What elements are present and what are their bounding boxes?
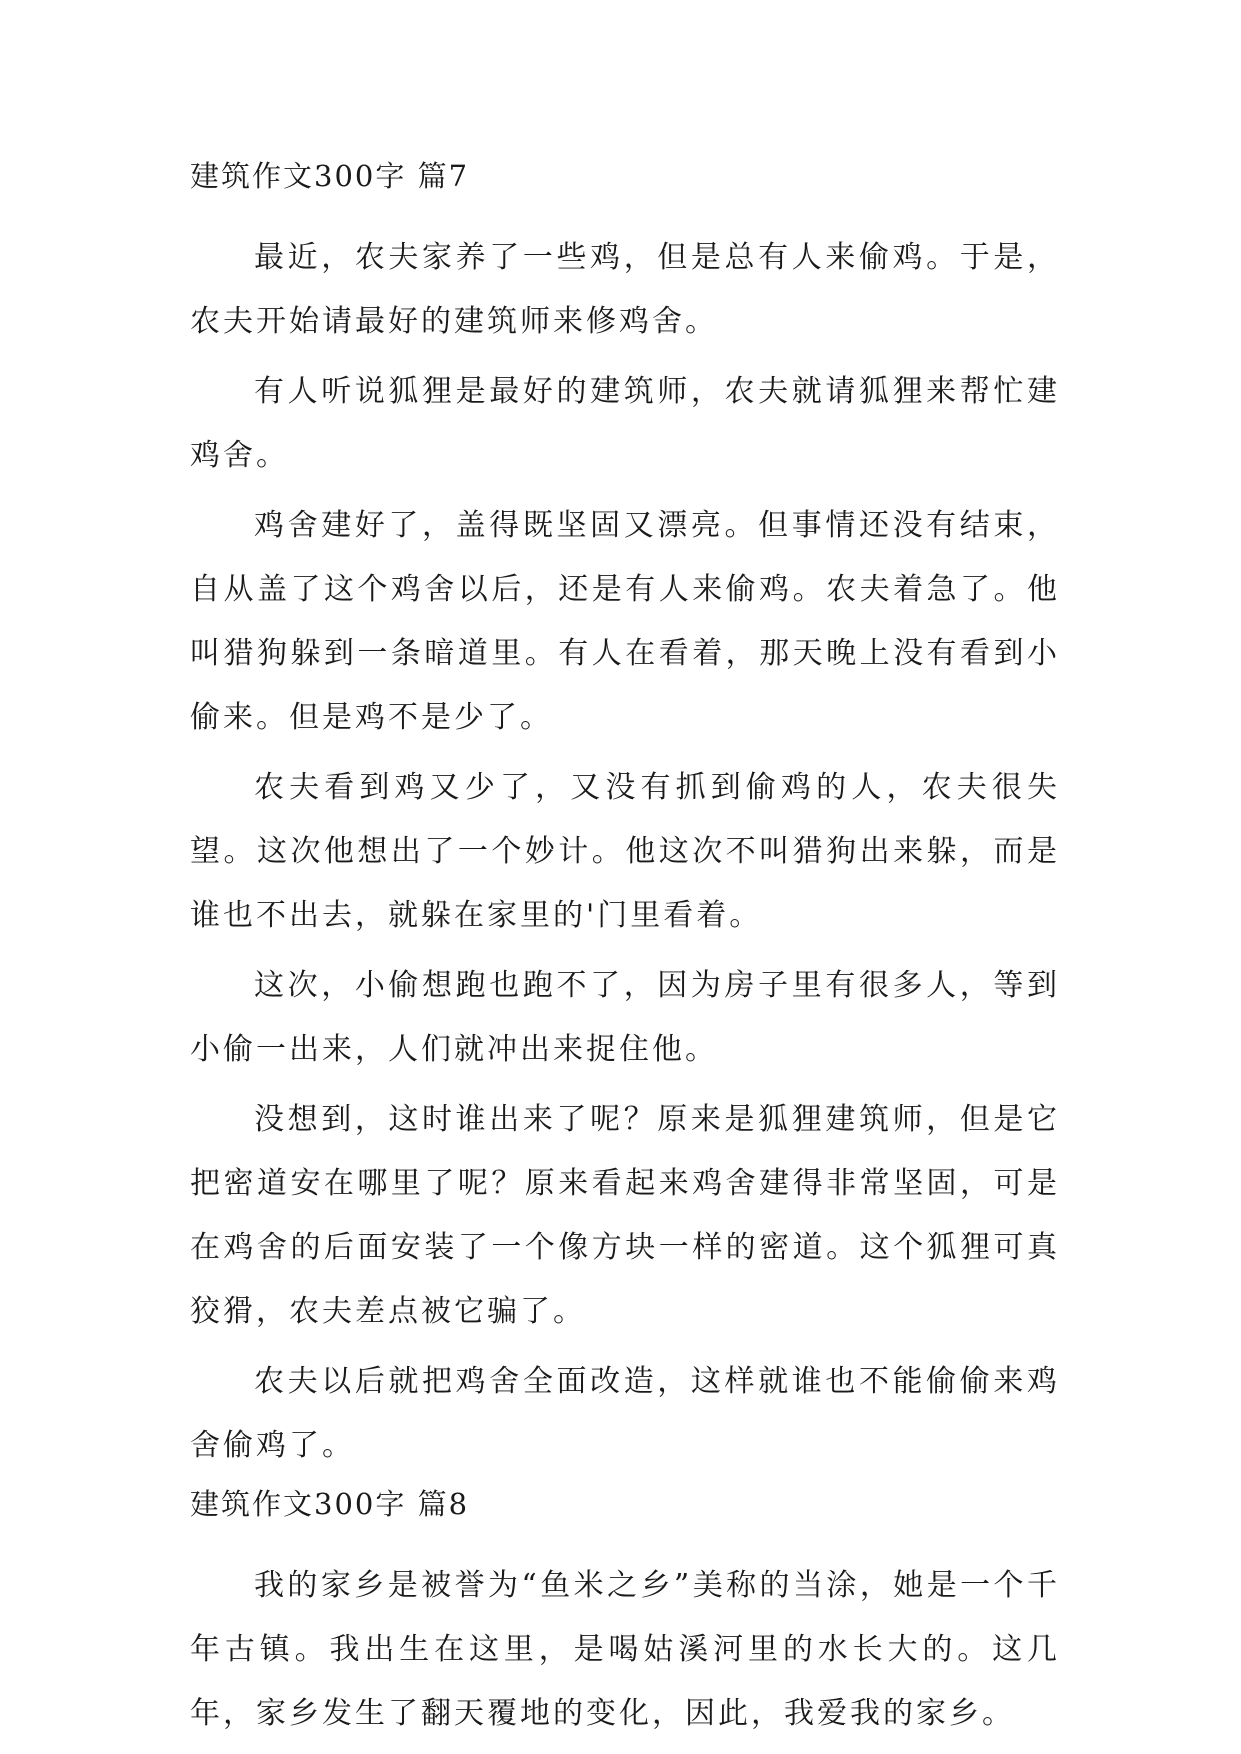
- paragraph: 农夫看到鸡又少了，又没有抓到偷鸡的人，农夫很失望。这次他想出了一个妙计。他这次不叫猎狗出来躲，而是谁也不出去，就躲在家里的'门里看着。: [190, 770, 1060, 933]
- paragraph: 鸡舍建好了，盖得既坚固又漂亮。但事情还没有结束，自从盖了这个鸡舍以后，还是有人来偷鸡。农夫着急了。他叫猎狗躲到一条暗道里。有人在看着，那天晚上没有看到小偷来。但是鸡不是少了。: [190, 508, 1060, 735]
- paragraph: 最近，农夫家养了一些鸡，但是总有人来偷鸡。于是，农夫开始请最好的建筑师来修鸡舍。: [190, 240, 1060, 339]
- document-body: [190, 156, 1060, 1746]
- paragraph: 农夫以后就把鸡舍全面改造，这样就谁也不能偷偷来鸡舍偷鸡了。: [190, 1364, 1060, 1463]
- paragraph: 没想到，这时谁出来了呢？原来是狐狸建筑师，但是它把密道安在哪里了呢？原来看起来鸡舍建得非常坚固，可是在鸡舍的后面安装了一个像方块一样的密道。这个狐狸可真狡猾，农夫差点被它骗了。: [190, 1102, 1060, 1329]
- section-heading-7: 建筑作文300字 篇7: [190, 159, 470, 193]
- paragraph: 有人听说狐狸是最好的建筑师，农夫就请狐狸来帮忙建鸡舍。: [190, 374, 1060, 473]
- paragraph: 我的家乡是被誉为“鱼米之乡”美称的当涂，她是一个千年古镇。我出生在这里，是喝姑溪河里的水长大的。这几年，家乡发生了翻天覆地的变化，因此，我爱我的家乡。: [190, 1568, 1060, 1731]
- section-heading-8: 建筑作文300字 篇8: [190, 1487, 470, 1521]
- paragraph: 这次，小偷想跑也跑不了，因为房子里有很多人，等到小偷一出来，人们就冲出来捉住他。: [190, 968, 1060, 1067]
